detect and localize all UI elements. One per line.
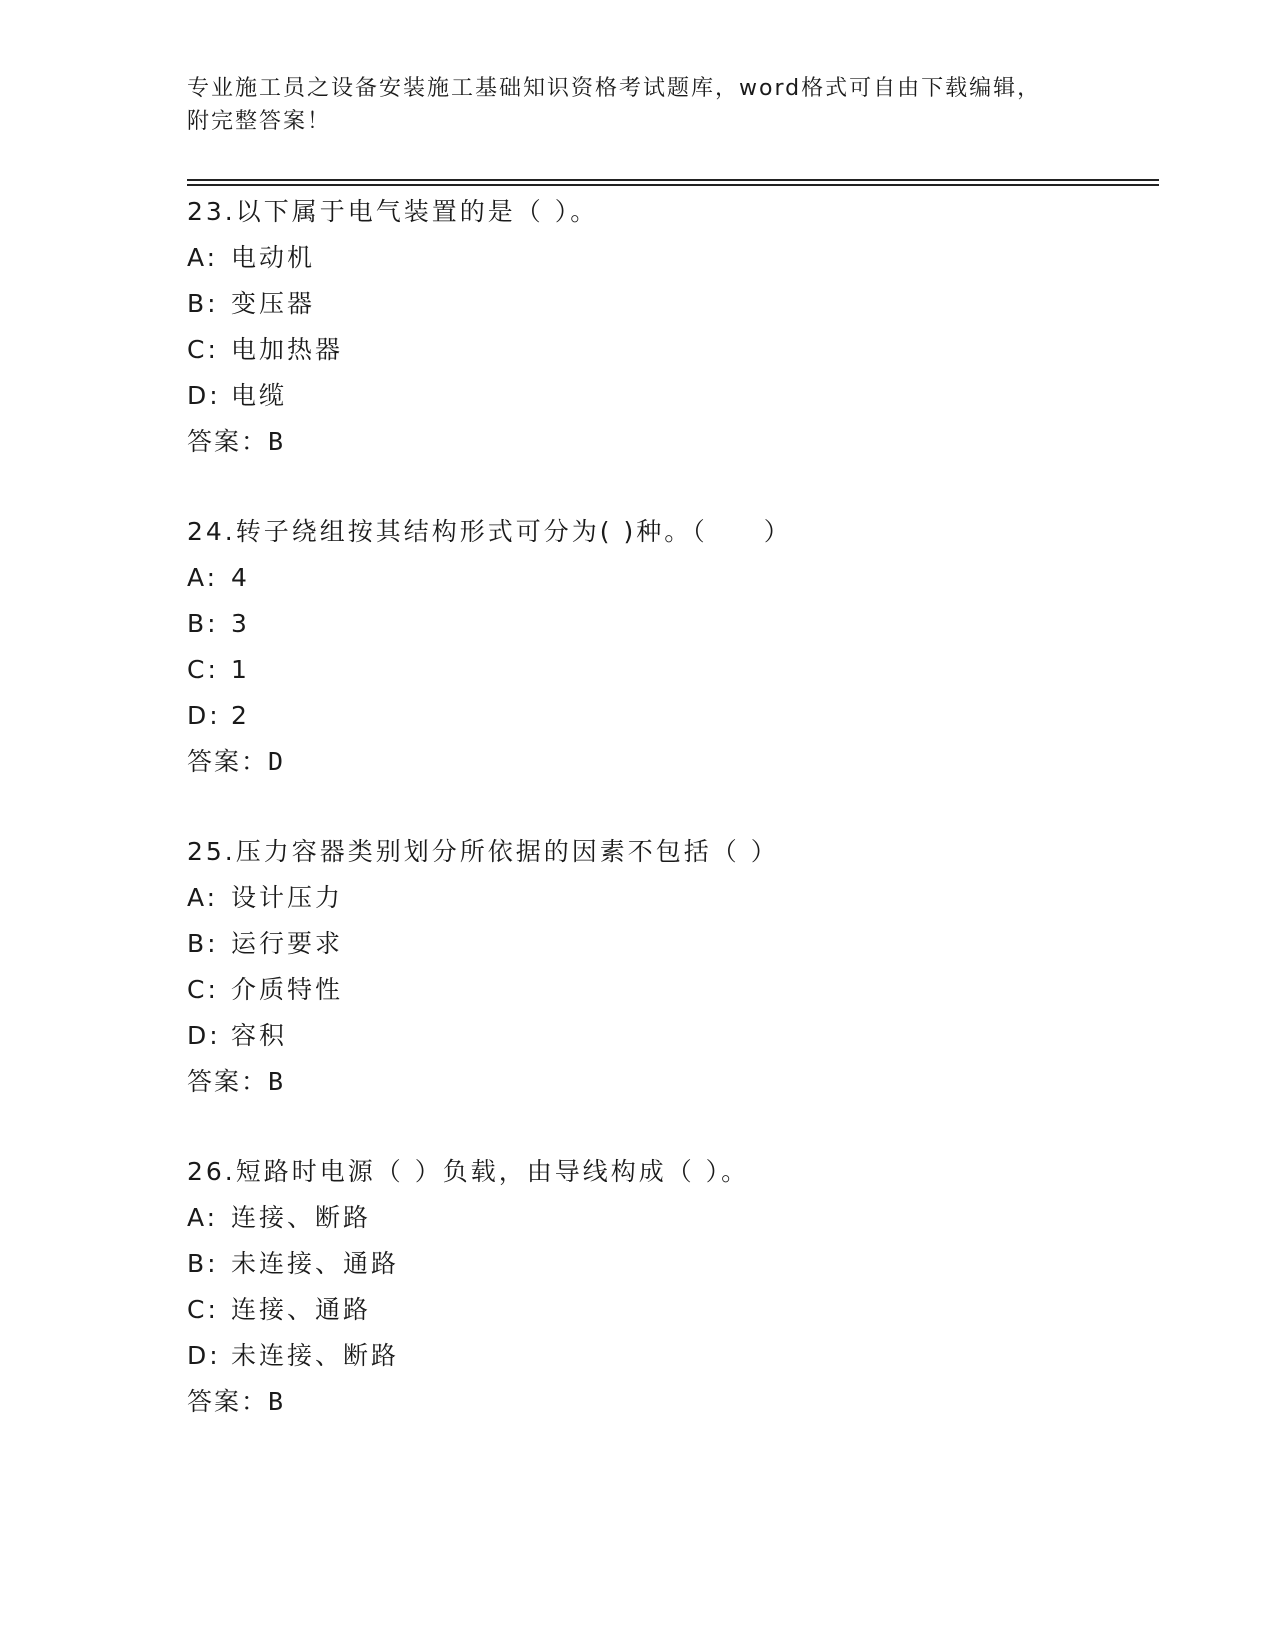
option-letter: D: bbox=[187, 381, 221, 410]
option-letter: B: bbox=[187, 609, 219, 638]
option-letter: D: bbox=[187, 701, 221, 730]
option-text: 连接、通路 bbox=[231, 1295, 372, 1324]
question-title: 25.压力容器类别划分所依据的因素不包括（ ） bbox=[187, 837, 779, 866]
option-d bbox=[187, 373, 1137, 419]
answer-label: 答案： bbox=[187, 1067, 269, 1096]
answer-label: 答案： bbox=[187, 747, 269, 776]
answer-value: B bbox=[268, 427, 286, 456]
question-26 bbox=[187, 1149, 1137, 1425]
option-text: 设计压力 bbox=[231, 883, 344, 912]
answer-line bbox=[187, 1059, 1137, 1105]
answer-line bbox=[187, 739, 1137, 785]
option-text: 1 bbox=[231, 655, 250, 684]
option-letter: C: bbox=[187, 1295, 219, 1324]
option-text: 2 bbox=[231, 701, 250, 730]
option-text: 未连接、断路 bbox=[231, 1341, 400, 1370]
header-line-1: 专业施工员之设备安装施工基础知识资格考试题库，word格式可自由下载编辑， bbox=[187, 76, 1042, 101]
option-letter: C: bbox=[187, 335, 219, 364]
question-25 bbox=[187, 829, 1137, 1105]
option-c bbox=[187, 647, 1137, 693]
answer-value: B bbox=[268, 1387, 286, 1416]
option-b bbox=[187, 1241, 1137, 1287]
option-letter: B: bbox=[187, 1249, 219, 1278]
option-text: 电动机 bbox=[231, 243, 316, 272]
option-text: 介质特性 bbox=[231, 975, 344, 1004]
option-letter: C: bbox=[187, 975, 219, 1004]
header-divider-top bbox=[187, 179, 1159, 181]
answer-line bbox=[187, 1379, 1137, 1425]
document-header bbox=[187, 72, 1067, 138]
option-text: 运行要求 bbox=[231, 929, 344, 958]
option-letter: D: bbox=[187, 1021, 221, 1050]
option-letter: B: bbox=[187, 929, 219, 958]
answer-value: D bbox=[268, 747, 286, 776]
option-text: 电缆 bbox=[231, 381, 288, 410]
option-text: 4 bbox=[231, 563, 250, 592]
answer-label: 答案： bbox=[187, 427, 269, 456]
answer-line bbox=[187, 419, 1137, 465]
option-b bbox=[187, 601, 1137, 647]
option-letter: A: bbox=[187, 243, 219, 272]
option-letter: B: bbox=[187, 289, 219, 318]
option-a bbox=[187, 875, 1137, 921]
option-c bbox=[187, 967, 1137, 1013]
option-letter: D: bbox=[187, 1341, 221, 1370]
option-letter: C: bbox=[187, 655, 219, 684]
option-text: 3 bbox=[231, 609, 250, 638]
answer-label: 答案： bbox=[187, 1387, 269, 1416]
header-line-2: 附完整答案！ bbox=[187, 109, 332, 134]
option-text: 未连接、通路 bbox=[231, 1249, 400, 1278]
option-text: 连接、断路 bbox=[231, 1203, 372, 1232]
question-23 bbox=[187, 189, 1137, 465]
question-title: 24.转子绕组按其结构形式可分为( )种。（ ） bbox=[187, 517, 792, 546]
option-d bbox=[187, 1333, 1137, 1379]
option-a bbox=[187, 1195, 1137, 1241]
option-d bbox=[187, 1013, 1137, 1059]
option-text: 变压器 bbox=[231, 289, 316, 318]
option-letter: A: bbox=[187, 883, 219, 912]
question-title: 26.短路时电源（ ）负载，由导线构成（ ）。 bbox=[187, 1157, 750, 1186]
question-title: 23.以下属于电气装置的是（ ）。 bbox=[187, 197, 599, 226]
option-c bbox=[187, 1287, 1137, 1333]
option-a bbox=[187, 555, 1137, 601]
option-letter: A: bbox=[187, 563, 219, 592]
option-a bbox=[187, 235, 1137, 281]
question-24 bbox=[187, 509, 1137, 785]
option-letter: A: bbox=[187, 1203, 219, 1232]
option-text: 电加热器 bbox=[231, 335, 344, 364]
option-d bbox=[187, 693, 1137, 739]
option-b bbox=[187, 921, 1137, 967]
answer-value: B bbox=[268, 1067, 286, 1096]
option-b bbox=[187, 281, 1137, 327]
option-c bbox=[187, 327, 1137, 373]
header-divider-bottom bbox=[187, 184, 1159, 186]
option-text: 容积 bbox=[231, 1021, 288, 1050]
